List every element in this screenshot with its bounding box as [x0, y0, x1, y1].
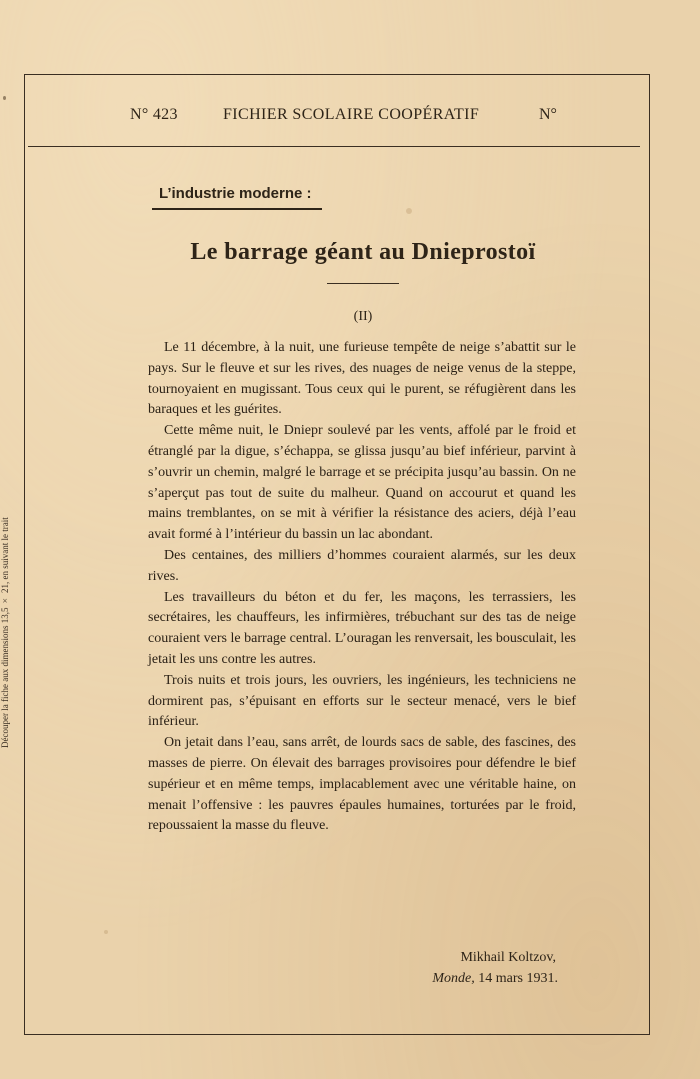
publication-name: Monde, — [432, 971, 475, 986]
title-divider — [327, 283, 399, 284]
paragraph: On jetait dans l’eau, sans arrêt, de lourds sacs de sable, des fascines, des masses de pierre. On élevait des barrages provisoires pour défendre le bief supérieur et en même temps, implacablement avec une véritable haine, on menait l’offensive : les pauvres épaules humaines, torturées par le froid, repoussaient la masse du fleuve. — [148, 735, 576, 834]
paragraph: Des centaines, des milliers d’hommes couraient alarmés, sur les deux rives. — [148, 547, 576, 584]
paragraph: Le 11 décembre, à la nuit, une furieuse tempête de neige s’abattit sur le pays. Sur le fleuve et sur les rives, des nuages de neige venus de la steppe, tournoyaient en mugissant. Tous ceux qui le purent, se réfugièrent dans les baraques et les guérites. — [148, 340, 576, 418]
cutting-instruction: Découper la fiche aux dimensions 13,5 × 21, en suivant le trait — [0, 517, 10, 748]
paragraph: Cette même nuit, le Dniepr soulevé par les vents, affolé par le froid et étranglé par la digue, s’échappa, se glissa jusqu’au bief inférieur, parvint à s’ouvrir un chemin, malgré le barrage et se précipita jusqu’au bassin. On ne s’aperçut pas tout de suite du malheur. Quand on accourut et quand les mains tremblantes, on se mit à vérifier la résistance des aciers, déjà l’eau avait formé à l’intérieur du bassin un lac abondant. — [148, 423, 576, 543]
paragraph: Trois nuits et trois jours, les ouvriers, les ingénieurs, les techniciens ne dormirent pas, s’épuisant en efforts sur le secteur menacé, vers le bief inférieur. — [148, 672, 576, 730]
paragraph: Les travailleurs du béton et du fer, les maçons, les terrassiers, les secrétaires, les chauffeurs, les infirmières, trébuchant sur des tas de neige couraient vers le barrage central. L’ouragan les renversait, les bousculait, les jetait les uns contre les autres. — [148, 589, 576, 667]
paper-stain — [3, 96, 6, 100]
part-number: (II) — [353, 309, 373, 324]
header-divider — [28, 146, 640, 147]
source-citation — [380, 971, 558, 987]
author-name: Mikhail Koltzov, — [460, 950, 556, 965]
rubric-underline — [152, 208, 322, 210]
article-body — [148, 338, 576, 837]
card-number-blank: N° — [539, 106, 557, 123]
card-number: N° 423 — [130, 106, 178, 123]
rubric-label: L’industrie moderne : — [159, 185, 312, 202]
publication-date: 14 mars 1931. — [478, 971, 558, 986]
article-title: Le barrage géant au Dnieprostoï — [190, 239, 536, 265]
header-title: FICHIER SCOLAIRE COOPÉRATIF — [223, 106, 480, 123]
